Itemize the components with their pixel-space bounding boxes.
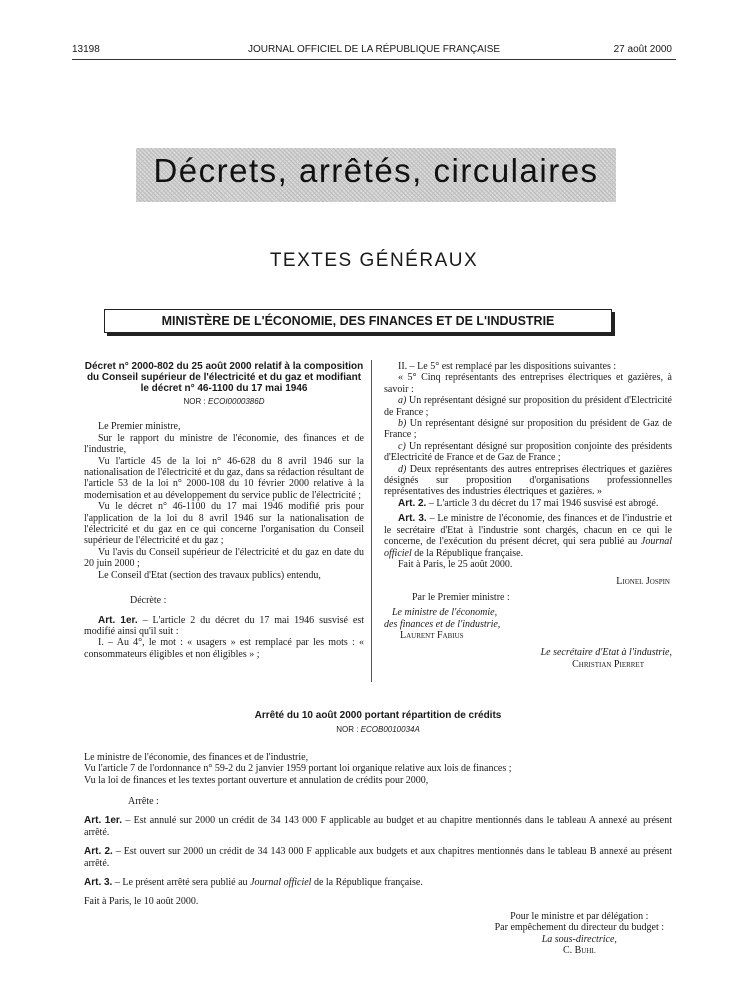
decree-sec-title	[384, 647, 672, 658]
arrete-signature	[495, 911, 664, 957]
decree-art2	[384, 498, 672, 509]
decree-min-line1-text: Le ministre de l'économie,	[392, 607, 498, 619]
decree-qb-text: Un représentant désigné sur proposition du président de Gaz de France ;	[384, 418, 672, 441]
decree-q0: « 5° Cinq représentants des entreprises électriques et gazières, à savoir :	[384, 372, 672, 395]
decree-qd-text: Deux représentants des autres entreprises électriques et gazières désignés sur proposition d'organisations professionnelles représentatives des industries électriques et gazières. »	[384, 463, 672, 498]
decree-qc-text: Un représentant désigné sur proposition conjointe des présidents d'Electricité de France et de Gaz de France ;	[384, 440, 672, 464]
decree-p1: Le Premier ministre,	[98, 421, 181, 433]
arrete-art1-label: Art. 1er.	[84, 815, 123, 827]
arrete-title: Arrêté du 10 août 2000 portant répartition de crédits	[254, 710, 502, 721]
decree-min-line1	[384, 607, 672, 618]
header-rule	[72, 59, 676, 60]
decree-nor-value: ECOI0000386D	[207, 397, 265, 406]
decree-qd	[384, 464, 672, 498]
decree-qc	[384, 441, 672, 464]
journal-title: JOURNAL OFFICIEL DE LA RÉPUBLIQUE FRANÇAISE	[247, 44, 501, 55]
arrete-sig2: Par empêchement du directeur du budget :	[494, 922, 664, 934]
decree-qa-label: a)	[398, 395, 407, 407]
arrete-sig1: Pour le ministre et par délégation :	[510, 911, 649, 922]
decree-min-line2-text: des finances et de l'industrie,	[384, 618, 501, 630]
banner-title: Décrets, arrêtés, circulaires	[153, 152, 599, 189]
column-separator	[371, 360, 372, 682]
decree-nor-label: NOR :	[183, 397, 206, 406]
arrete-art1-text: – Est annulé sur 2000 un crédit de 34 143 000 F applicable au budget et au chapitre mentionnés dans le tableau A annexé au présent arrêté.	[84, 815, 672, 838]
arrete-art3-text: – Le présent arrêté sera publié au	[112, 877, 251, 889]
decree-item1: I. – Au 4°, le mot : « usagers » est remplacé par les mots : « consommateurs éligibles et non éligibles » ;	[84, 637, 364, 660]
page-number: 13198	[72, 44, 100, 55]
decree-p6: Le Conseil d'Etat (section des travaux publics) entendu,	[98, 569, 321, 581]
decree-qa-text: Un représentant désigné sur proposition du président d'Electricité de France ;	[384, 395, 672, 418]
arrete-p1: Le ministre de l'économie, des finances et de l'industrie,	[84, 751, 309, 763]
decree-qb	[384, 418, 672, 441]
arrete-done: Fait à Paris, le 10 août 2000.	[84, 896, 199, 908]
decree-art1-text: – L'article 2 du décret du 17 mai 1946 susvisé est modifié ainsi qu'il suit :	[84, 614, 364, 637]
decree-art2-text: – L'article 3 du décret du 17 mai 1946 susvisé est abrogé.	[426, 497, 659, 509]
decree-art2-label: Art. 2.	[398, 497, 427, 509]
decree-done: Fait à Paris, le 25 août 2000.	[398, 558, 513, 570]
decree-title: Décret n° 2000-802 du 25 août 2000 relatif à la composition du Conseil supérieur de l'électricité et du gaz et modifiant le décret n° 46-1100 du 17 mai 1946	[84, 361, 364, 394]
arrete-p3: Vu la loi de finances et les textes portant ouverture et annulation de crédits pour 2000,	[84, 774, 429, 786]
arrete-art2-text: – Est ouvert sur 2000 un crédit de 34 143 000 F applicable aux budgets et aux chapitres mentionnés dans le tableau B annexé au présent arrêté.	[84, 846, 672, 869]
decree-p4: Vu le décret n° 46-1100 du 17 mai 1946 modifié pris pour l'application de la loi du 8 avril 1946 sur la nationalisation de l'électricité et du gaz en ce qui concerne l'organisation du Conseil supérieur de l'électricité et du gaz ;	[84, 501, 364, 547]
arrete-art3-jo: Journal officiel	[250, 877, 312, 889]
decree-min-line2	[384, 619, 672, 630]
decree-signer1: Lionel Jospin	[616, 576, 670, 588]
arrete-nor-label: NOR :	[336, 725, 359, 735]
arrete-sig4: C. Buhl	[562, 945, 596, 957]
decree-p2: Sur le rapport du ministre de l'économie, des finances et de l'industrie,	[84, 432, 364, 456]
decree-decrete: Décrète :	[130, 595, 167, 607]
decree-p5: Vu l'avis du Conseil supérieur de l'électricité et du gaz en date du 20 juin 2000 ;	[84, 546, 364, 570]
decree-art3-end: de la République française.	[411, 547, 524, 559]
decree-item2: II. – Le 5° est remplacé par les dispositions suivantes :	[398, 361, 617, 372]
arrete-p2: Vu l'article 7 de l'ordonnance n° 59-2 du 2 janvier 1959 portant loi organique relative aux lois de finances ;	[84, 763, 512, 775]
arrete-nor	[84, 724, 672, 735]
arrete-art2	[84, 846, 672, 869]
decree-signer2: Laurent Fabius	[400, 629, 464, 641]
ministry-heading: MINISTÈRE DE L'ÉCONOMIE, DES FINANCES ET DE L'INDUSTRIE	[104, 309, 612, 333]
decree-signer3: Christian Pierret	[572, 658, 644, 670]
arrete-art1	[84, 815, 672, 838]
decree-qc-label: c)	[398, 440, 406, 452]
decree-art3-jo: Journal officiel	[384, 536, 672, 559]
decree-p3: Vu l'article 45 de la loi n° 46-628 du 8 avril 1946 sur la nationalisation de l'électricité et du gaz, dans sa rédaction résultant de l'article 53 de la loi n° 2000-108 du 10 février 2000 relative à la modernisation et au développement du service public de l'électricité ;	[84, 455, 364, 501]
arrete-sig3-text: La sous-directrice,	[541, 933, 617, 945]
decree-qd-label: d)	[398, 463, 407, 475]
arrete-sig3	[495, 934, 664, 945]
arrete-art3-end: de la République française.	[311, 877, 423, 889]
issue-date: 27 août 2000	[613, 44, 672, 55]
decree-left-column	[84, 361, 364, 660]
decree-art1	[84, 615, 364, 638]
arrete-art2-label: Art. 2.	[84, 846, 113, 858]
decree-sec-title-text: Le secrétaire d'Etat à l'industrie,	[540, 647, 672, 659]
decree-qa	[384, 395, 672, 418]
arrete-section	[84, 710, 672, 957]
decree-par: Par le Premier ministre :	[412, 591, 510, 603]
arrete-arrete: Arrête :	[128, 796, 159, 808]
decree-art3-text: – Le ministre de l'économie, des finances et de l'industrie et le secrétaire d'Etat à l'industrie sont chargés, chacun en ce qui le concerne, de l'exécution du présent décret, qui sera publié au	[384, 513, 672, 548]
decree-art3	[384, 513, 672, 559]
decree-art3-label: Art. 3.	[398, 513, 427, 525]
decree-qb-label: b)	[398, 418, 407, 430]
section-title: TEXTES GÉNÉRAUX	[269, 250, 479, 271]
decree-nor	[84, 396, 364, 407]
arrete-art3-label: Art. 3.	[84, 877, 113, 889]
arrete-nor-value: ECOB0010034A	[360, 725, 420, 735]
decree-right-column	[384, 361, 672, 670]
arrete-art3	[84, 877, 672, 888]
decree-art1-label: Art. 1er.	[98, 614, 138, 626]
